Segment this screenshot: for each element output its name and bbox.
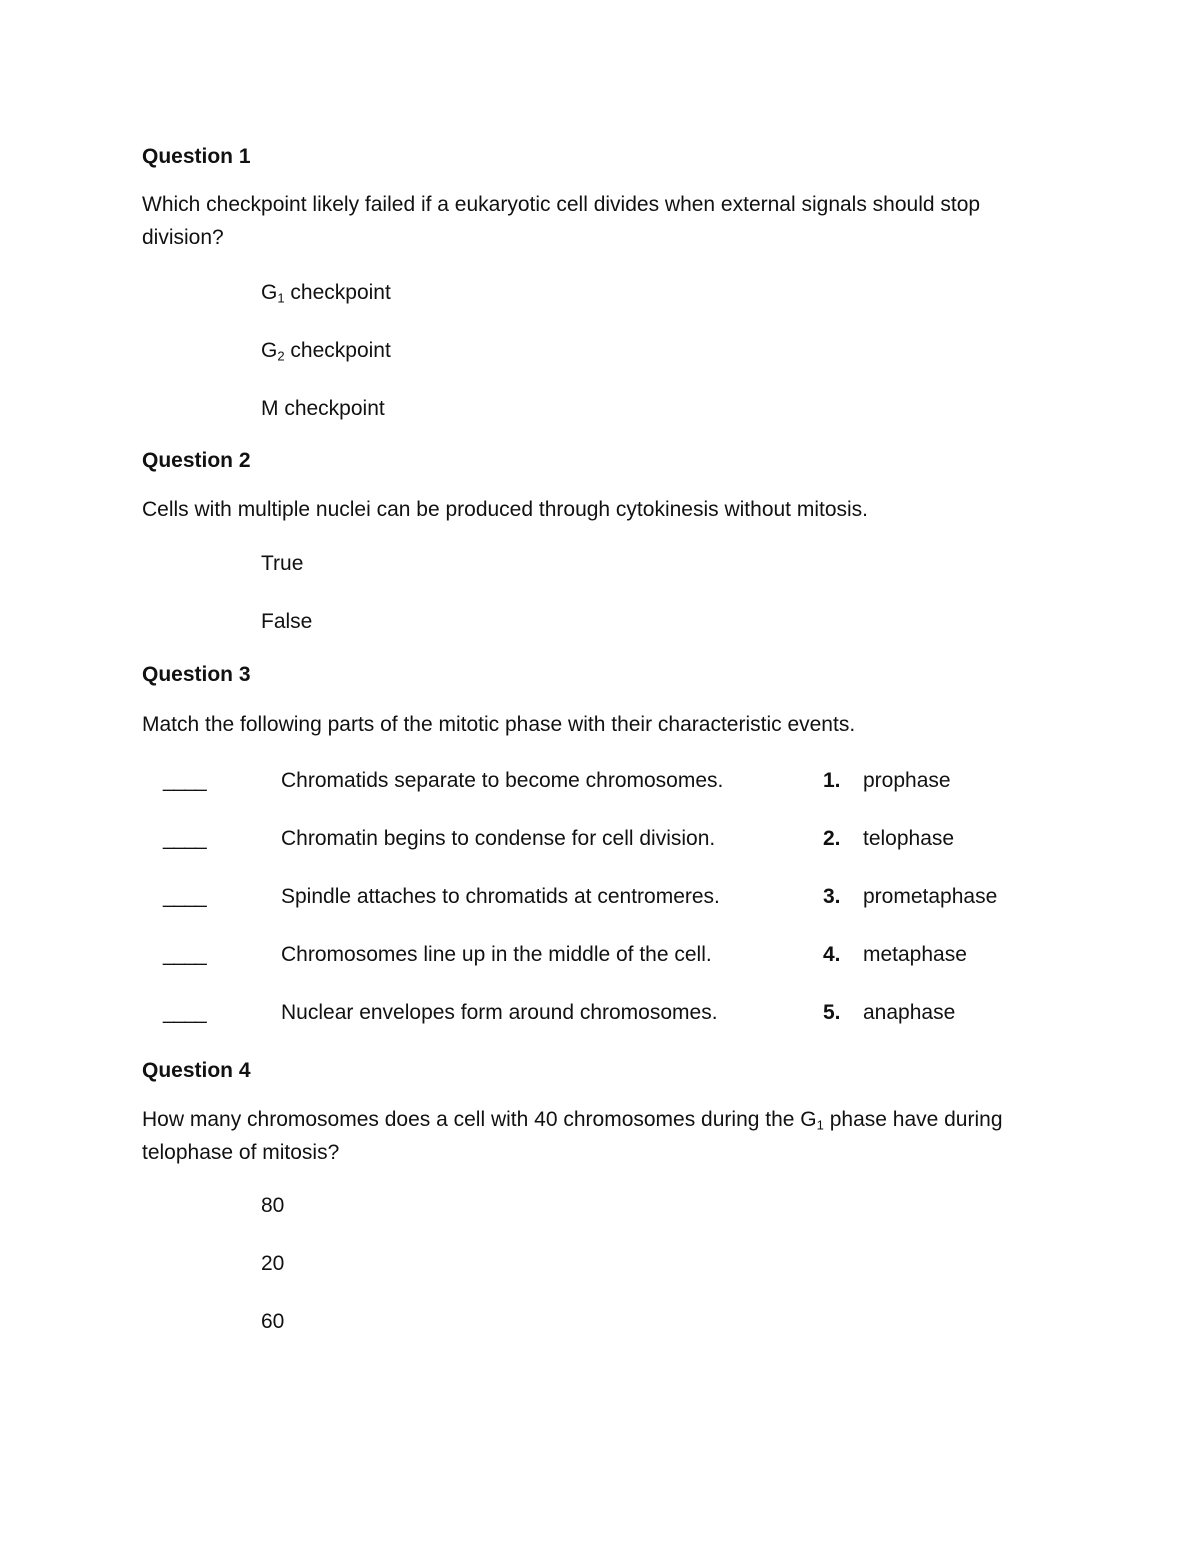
question-4-prompt: How many chromosomes does a cell with 40 chromosomes during the $G_1$ phase have during telophase of mitosis? [142, 1108, 1003, 1164]
question-1-option-1[interactable]: $G_1$ checkpoint [261, 281, 391, 306]
match-number: 4. [823, 943, 841, 966]
match-number: 1. [823, 769, 841, 792]
question-2-option-1[interactable]: True [261, 552, 304, 575]
match-number: 2. [823, 827, 841, 850]
question-1-option-3[interactable]: M checkpoint [261, 397, 385, 420]
question-4-title: Question 4 [142, 1059, 251, 1082]
question-2-option-2[interactable]: False [261, 610, 313, 633]
question-1-prompt: Which checkpoint likely failed if a eukaryotic cell divides when external signals should stop division? [142, 193, 981, 249]
match-event: Nuclear envelopes form around chromosomes. [281, 1001, 718, 1024]
match-blank[interactable]: ____ [163, 827, 206, 850]
match-phase: prophase [863, 769, 951, 792]
match-number: 3. [823, 885, 841, 908]
match-phase: metaphase [863, 943, 967, 966]
question-1-title: Question 1 [142, 145, 251, 168]
match-blank[interactable]: ____ [163, 769, 206, 792]
question-2-title: Question 2 [142, 449, 251, 472]
question-4-option-2[interactable]: 20 [261, 1252, 285, 1275]
match-event: Spindle attaches to chromatids at centromeres. [281, 885, 720, 908]
match-blank[interactable]: ____ [163, 885, 206, 908]
match-phase: anaphase [863, 1001, 956, 1024]
question-3-prompt: Match the following parts of the mitotic phase with their characteristic events. [142, 713, 856, 736]
question-4-option-1[interactable]: 80 [261, 1194, 285, 1217]
match-event: Chromatin begins to condense for cell division. [281, 827, 716, 850]
match-event: Chromosomes line up in the middle of the cell. [281, 943, 712, 966]
match-blank[interactable]: ____ [163, 943, 206, 966]
question-2-prompt: Cells with multiple nuclei can be produced through cytokinesis without mitosis. [142, 498, 869, 521]
match-phase: prometaphase [863, 885, 998, 908]
question-1-option-2[interactable]: $G_2$ checkpoint [261, 339, 391, 364]
match-number: 5. [823, 1001, 841, 1024]
match-event: Chromatids separate to become chromosomes. [281, 769, 724, 792]
question-4-option-3[interactable]: 60 [261, 1310, 285, 1333]
match-phase: telophase [863, 827, 955, 850]
question-3-title: Question 3 [142, 663, 251, 686]
match-blank[interactable]: ____ [163, 1001, 206, 1024]
